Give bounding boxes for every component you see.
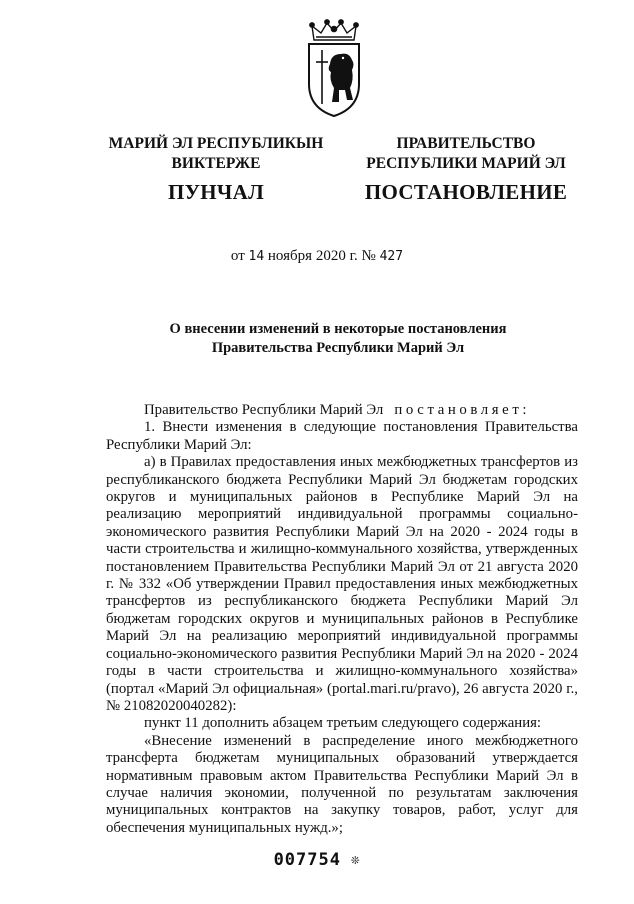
ornament-mark-icon: ❊: [350, 852, 361, 868]
date-prefix: от: [230, 248, 245, 264]
date-day: 14: [248, 249, 265, 264]
document-title-line1: О внесении изменений в некоторые постановления: [169, 321, 507, 337]
paragraph-1: 1. Внести изменения в следующие постановления Правительства Республики Марий Эл:: [106, 419, 578, 453]
coat-of-arms-icon: [297, 18, 371, 118]
document-body: [106, 402, 578, 837]
serial-digits: 007754: [273, 850, 341, 870]
header-left-line2: ВИКТЕРЖЕ: [171, 155, 261, 172]
header-left-line1: МАРИЙ ЭЛ РЕСПУБЛИКЫН: [108, 135, 324, 152]
intro-verb: постановляет:: [394, 402, 531, 418]
document-title: [100, 320, 576, 358]
document-number: 427: [379, 249, 404, 264]
document-title-line2: Правительства Республики Марий Эл: [211, 340, 465, 356]
header-left-block: [100, 134, 332, 202]
date-month-year: ноября 2020 г. №: [267, 248, 376, 264]
header-right-line1: ПРАВИТЕЛЬСТВО: [396, 135, 536, 152]
header-left-title: ПУНЧАЛ: [167, 180, 265, 204]
paragraph-quote: «Внесение изменений в распределение иного межбюджетного трансферта бюджетам муниципальных образований утверждается нормативным правовым актом Правительства Республики Марий Эл в случае наличия экономии, полученной по результатам заключения муниципальных контрактов на закупку товаров, работ, услуг для обеспечения муниципальных нужд.»;: [106, 732, 578, 836]
header-right-line2: РЕСПУБЛИКИ МАРИЙ ЭЛ: [366, 155, 566, 172]
header-right-title: ПОСТАНОВЛЕНИЕ: [364, 180, 568, 204]
intro-paragraph: [106, 402, 578, 419]
serial-number: [0, 850, 634, 870]
date-line: [0, 248, 634, 265]
header-right-block: [358, 134, 574, 202]
paragraph-point-11: пункт 11 дополнить абзацем третьим следующего содержания:: [144, 715, 542, 732]
paragraph-a: а) в Правилах предоставления иных межбюджетных трансфертов из республиканского бюджета Республики Марий Эл бюджетам городских округов и муниципальных районов в Республике Марий Эл на реализацию мероприятий индивидуальной программы социально-экономического развития Республики Марий Эл на 2020 - 2024 годы в части строительства и жилищно-коммунального хозяйства, утвержденных постановлением Правительства Республики Марий Эл от 21 августа 2020 г. № 332 «Об утверждении Правил предоставления иных межбюджетных трансфертов из республиканского бюджета Республики Марий Эл бюджетам городских округов и муниципальных районов в Республике Марий Эл на реализацию мероприятий индивидуальной программы социально-экономического развития Республики Марий Эл на 2020 - 2024 годы в части строительства и жилищно-коммунального хозяйства» (портал «Марий Эл официальная» (portal.mari.ru/pravo), 26 августа 2020 г., № 21082020040282):: [106, 454, 578, 714]
intro-subject: Правительство Республики Марий Эл: [144, 402, 384, 418]
